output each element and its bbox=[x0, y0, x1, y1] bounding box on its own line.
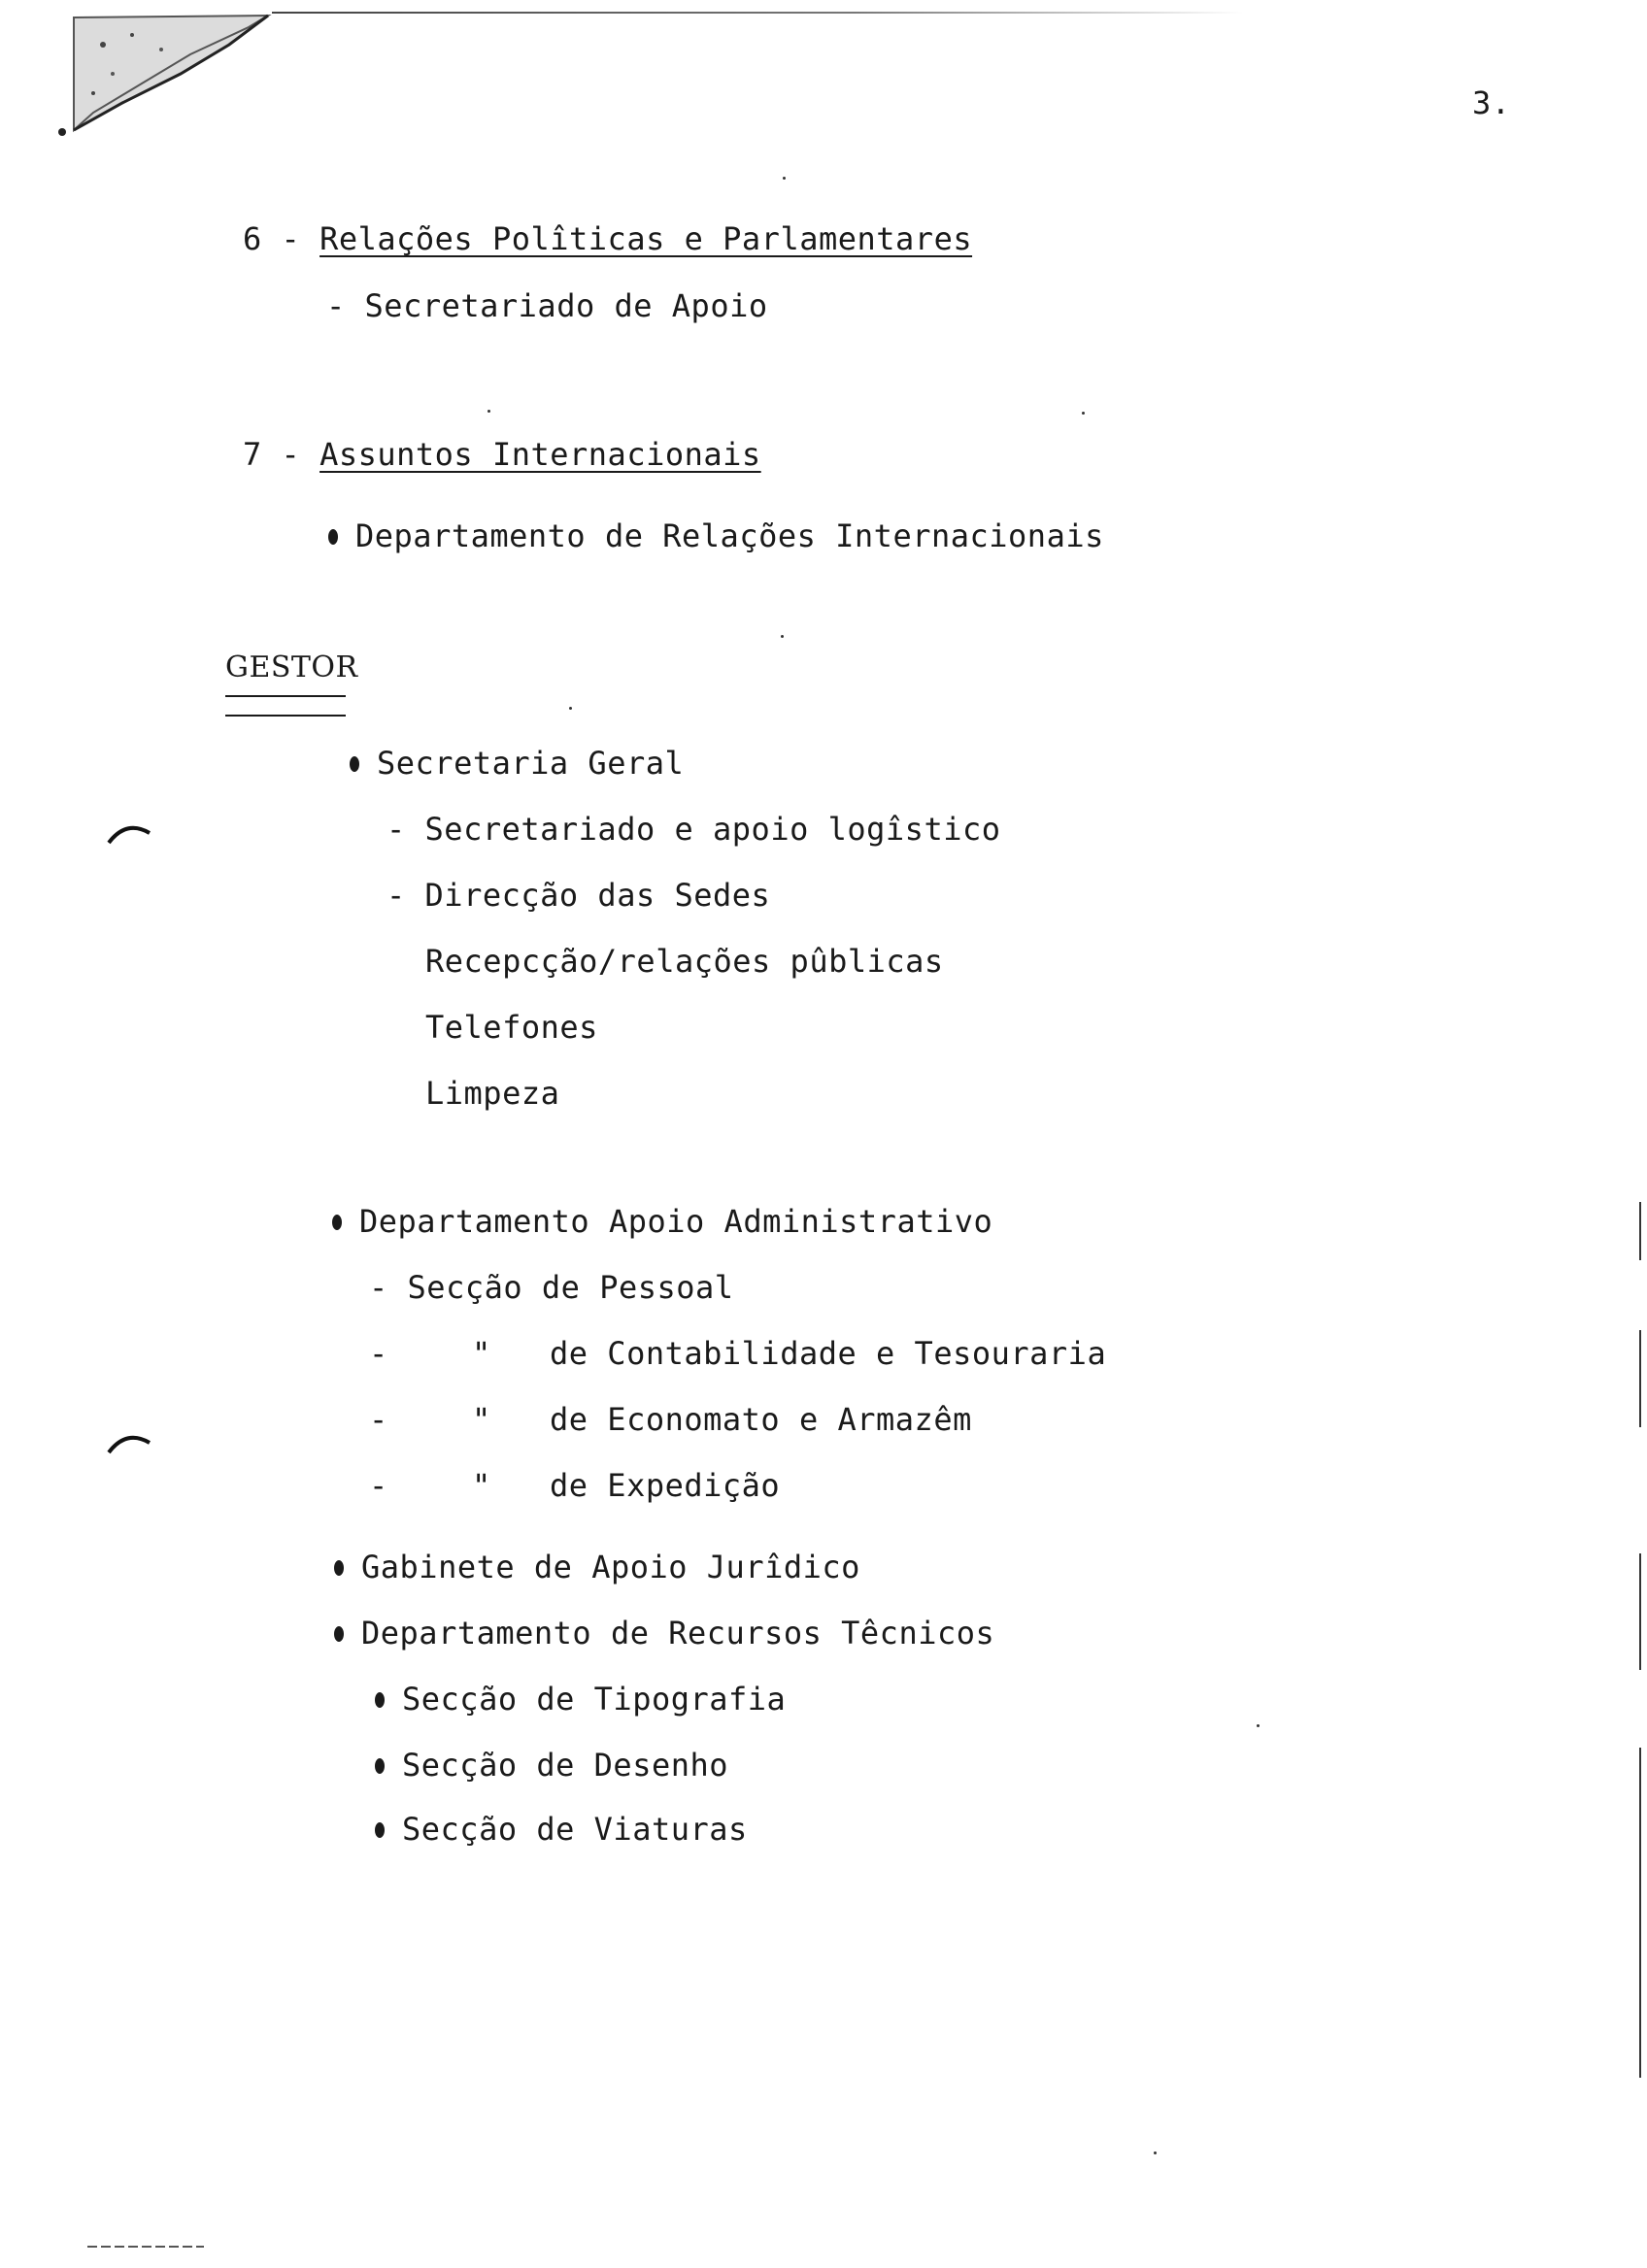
exped-dash: - bbox=[369, 1467, 388, 1504]
section-6-number: 6 - bbox=[243, 220, 320, 257]
scan-speck bbox=[781, 635, 784, 638]
dept-apoio-administrativo bbox=[332, 1202, 992, 1241]
dept-apoio-text: Departamento Apoio Administrativo bbox=[359, 1203, 993, 1240]
punch-hole-arc-top bbox=[105, 814, 153, 862]
secretaria-geral bbox=[350, 744, 684, 783]
gabinete-text: Gabinete de Apoio Jurîdico bbox=[361, 1549, 860, 1585]
section-7-item-text: Departamento de Relações Internacionais bbox=[355, 517, 1104, 554]
bullet-icon bbox=[332, 1215, 342, 1230]
section-7-title: Assuntos Internacionais bbox=[319, 436, 761, 473]
seccao-contabilidade: de Contabilidade e Tesouraria bbox=[550, 1335, 1107, 1372]
gestor-heading: GESTOR bbox=[225, 650, 358, 684]
scan-edge-line bbox=[1639, 1553, 1641, 1670]
bullet-icon bbox=[375, 1692, 385, 1708]
footer-dash-mark bbox=[87, 2246, 204, 2248]
scan-edge-line bbox=[1639, 1202, 1641, 1260]
scan-edge-line bbox=[1639, 1330, 1641, 1427]
gabinete-apoio-juridico bbox=[334, 1548, 860, 1586]
exped-ditto: " bbox=[472, 1467, 491, 1504]
limpeza: Limpeza bbox=[425, 1075, 560, 1112]
desenho-text: Secção de Desenho bbox=[402, 1747, 729, 1784]
secretaria-geral-text: Secretaria Geral bbox=[377, 745, 685, 782]
econ-dash: - bbox=[369, 1401, 388, 1438]
tipografia-text: Secção de Tipografia bbox=[402, 1681, 787, 1718]
bullet-icon bbox=[334, 1626, 344, 1642]
section-6-item: - Secretariado de Apoio bbox=[326, 287, 768, 324]
direccao-sedes: - Direcção das Sedes bbox=[387, 877, 771, 914]
bullet-icon bbox=[375, 1758, 385, 1774]
recepcao: Recepcção/relações pûblicas bbox=[425, 943, 944, 980]
seccao-economato: de Economato e Armazêm bbox=[550, 1401, 972, 1438]
section-7-heading bbox=[243, 435, 761, 474]
bullet-icon bbox=[350, 756, 359, 772]
scan-speck bbox=[1154, 2151, 1157, 2154]
section-7-number: 7 - bbox=[243, 436, 320, 473]
bullet-icon bbox=[375, 1822, 385, 1838]
bullet-icon bbox=[334, 1560, 344, 1576]
seccao-expedicao: de Expedição bbox=[550, 1467, 781, 1504]
dept-recursos-tecnicos bbox=[334, 1614, 994, 1652]
secretariado-apoio: - Secretariado e apoio logîstico bbox=[387, 811, 1001, 848]
page-number: 3. bbox=[1472, 84, 1511, 121]
econ-ditto: " bbox=[472, 1401, 491, 1438]
contab-ditto: " bbox=[472, 1335, 491, 1372]
seccao-pessoal: - Secção de Pessoal bbox=[369, 1269, 734, 1306]
scan-speck bbox=[1257, 1724, 1260, 1727]
heading-rule-top bbox=[225, 695, 346, 697]
bullet-icon bbox=[328, 529, 338, 545]
heading-rule-bottom bbox=[225, 715, 346, 717]
section-7-item bbox=[328, 517, 1104, 555]
torn-corner-mark bbox=[35, 6, 287, 142]
scan-speck bbox=[1082, 412, 1085, 415]
seccao-desenho bbox=[375, 1746, 728, 1784]
section-6-heading bbox=[243, 219, 972, 258]
scan-speck bbox=[783, 177, 786, 180]
seccao-viaturas bbox=[375, 1810, 748, 1849]
punch-hole-arc-bottom bbox=[105, 1423, 153, 1472]
seccao-tipografia bbox=[375, 1680, 786, 1718]
scan-speck bbox=[487, 410, 490, 413]
scan-speck bbox=[569, 707, 572, 710]
dept-recursos-text: Departamento de Recursos Têcnicos bbox=[361, 1615, 995, 1651]
scan-edge-line bbox=[1639, 1748, 1641, 2078]
scan-top-edge bbox=[272, 12, 1243, 14]
section-6-title: Relações Polîticas e Parlamentares bbox=[319, 220, 973, 257]
viaturas-text: Secção de Viaturas bbox=[402, 1811, 748, 1848]
contab-dash: - bbox=[369, 1335, 388, 1372]
telefones: Telefones bbox=[425, 1009, 598, 1046]
